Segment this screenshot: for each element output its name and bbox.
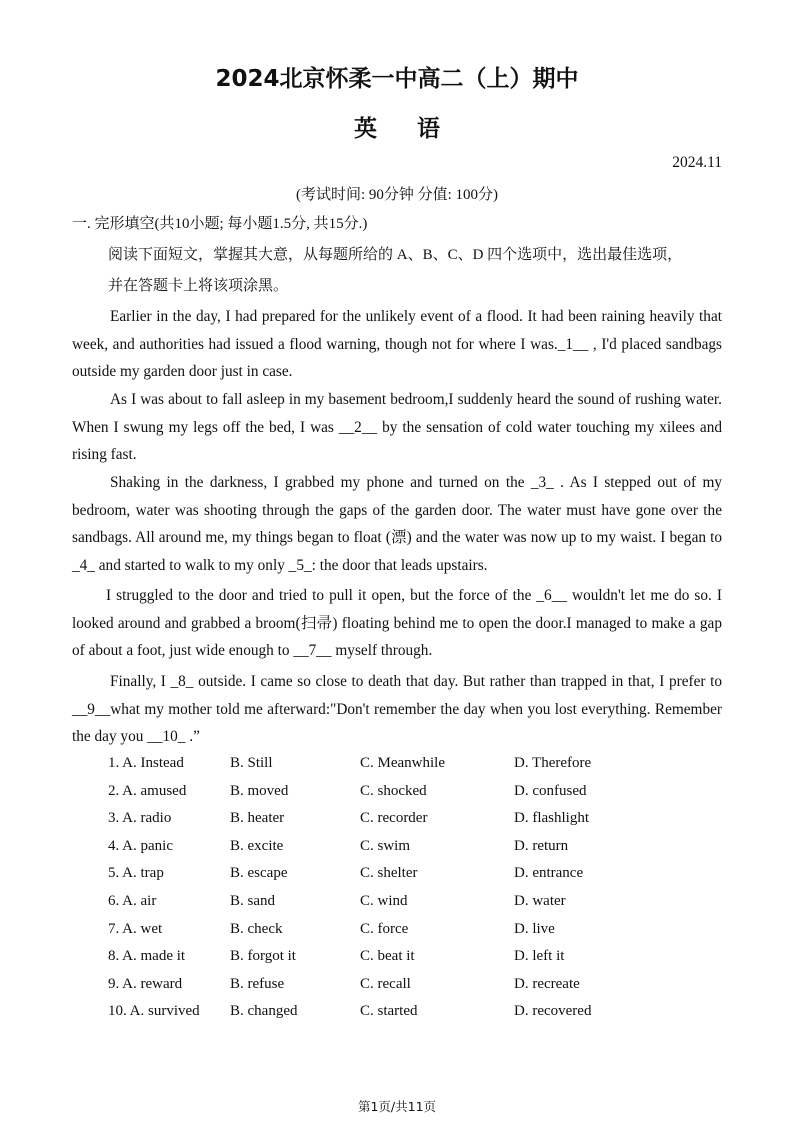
option-d: D. entrance — [514, 865, 584, 882]
option-row-5 — [108, 862, 728, 890]
option-b: B. heater — [230, 810, 285, 827]
option-a: 2. A. amused — [108, 782, 187, 799]
option-d: D. return — [514, 837, 569, 854]
option-row-9 — [108, 973, 728, 1001]
passage-paragraph-5: Finally, I _8_ outside. I came so close to death that day. But rather than trapped in that, I prefer to __9__what my mother told me afterward:"Don't remember the day when you lost everything. Remember the day you __10_ .” — [72, 673, 722, 746]
option-d: D. water — [514, 892, 566, 909]
page-number: 第1页/共11页 — [357, 1099, 437, 1114]
option-b: B. refuse — [230, 975, 285, 992]
option-a: 8. A. made it — [108, 948, 186, 965]
section-heading: 一. 完形填空(共10小题; 每小题1.5分, 共15分.) — [72, 216, 368, 232]
exam-info: (考试时间: 90分钟 分值: 100分) — [295, 187, 499, 203]
option-row-2 — [108, 780, 728, 808]
option-d: D. live — [514, 920, 555, 937]
option-c: C. force — [360, 920, 409, 937]
option-d: D. Therefore — [514, 755, 592, 771]
option-a: 4. A. panic — [108, 837, 173, 854]
option-c: C. started — [360, 1003, 418, 1020]
option-row-10 — [108, 1000, 728, 1028]
option-row-1 — [108, 752, 728, 780]
option-d: D. confused — [514, 782, 587, 799]
option-b: B. check — [230, 920, 283, 937]
option-c: C. beat it — [360, 948, 415, 965]
option-a: 3. A. radio — [108, 810, 172, 827]
option-row-4 — [108, 835, 728, 863]
subject-title: 英语 — [354, 116, 480, 142]
instructions-line-1: 阅读下面短文，掌握其大意，从每题所给的 A、B、C、D 四个选项中，选出最佳选项， — [108, 247, 683, 263]
passage-paragraph-2: As I was about to fall asleep in my basement bedroom,I suddenly heard the sound of rushing water. When I swung my legs off the bed, I was __2__ by the sensation of cold water touching my xilees and rising fast. — [72, 391, 722, 464]
instructions-line-2: 并在答题卡上将该项涂黑。 — [108, 278, 289, 294]
option-b: B. forgot it — [230, 948, 296, 965]
passage-paragraph-4: I struggled to the door and tried to pull it open, but the force of the _6__ wouldn't let me do so. I looked around and grabbed a broom(扫帚) floating behind me to open the door.I managed to make a gap of about a foot, just wide enough to __7__ myself through. — [72, 587, 722, 660]
option-row-3 — [108, 807, 728, 835]
option-c: C. Meanwhile — [360, 755, 445, 771]
option-d: D. left it — [514, 948, 565, 965]
option-row-8 — [108, 945, 728, 973]
passage-paragraph-3: Shaking in the darkness, I grabbed my phone and turned on the _3_ . As I stepped out of my bedroom, water was shooting through the gaps of the garden door. The water must have gone over the sandbags. All around me, my things began to float (漂) and the water was now up to my waist. I began to _4_ and started to walk to my only _5_: the door that leads upstairs. — [72, 474, 722, 574]
exam-date: 2024.11 — [672, 154, 722, 171]
option-b: B. sand — [230, 892, 275, 909]
option-b: B. changed — [230, 1003, 298, 1020]
option-c: C. recall — [360, 975, 411, 992]
option-row-6 — [108, 890, 728, 918]
option-d: D. recreate — [514, 975, 580, 992]
option-c: C. shelter — [360, 865, 418, 882]
option-c: C. wind — [360, 892, 408, 909]
document-title: 2024北京怀柔一中高二（上）期中 — [215, 66, 579, 92]
option-a: 6. A. air — [108, 892, 157, 909]
option-c: C. recorder — [360, 810, 428, 827]
option-b: B. escape — [230, 865, 288, 882]
option-a: 10. A. survived — [108, 1003, 200, 1020]
option-b: B. moved — [230, 782, 289, 799]
option-c: C. swim — [360, 837, 411, 854]
option-a: 9. A. reward — [108, 975, 183, 992]
option-b: B. Still — [230, 755, 273, 771]
option-a: 5. A. trap — [108, 865, 164, 882]
option-d: D. recovered — [514, 1003, 592, 1020]
passage-paragraph-1: Earlier in the day, I had prepared for the unlikely event of a flood. It had been raining heavily that week, and authorities had issued a flood warning, though not for where I was._1__ , I'd placed sandbags outside my garden door just in case. — [72, 308, 722, 381]
option-a: 7. A. wet — [108, 920, 163, 937]
option-row-7 — [108, 918, 728, 946]
option-d: D. flashlight — [514, 810, 589, 827]
options-table — [108, 752, 728, 1028]
option-a: 1. A. Instead — [108, 755, 184, 771]
option-b: B. excite — [230, 837, 284, 854]
option-c: C. shocked — [360, 782, 427, 799]
